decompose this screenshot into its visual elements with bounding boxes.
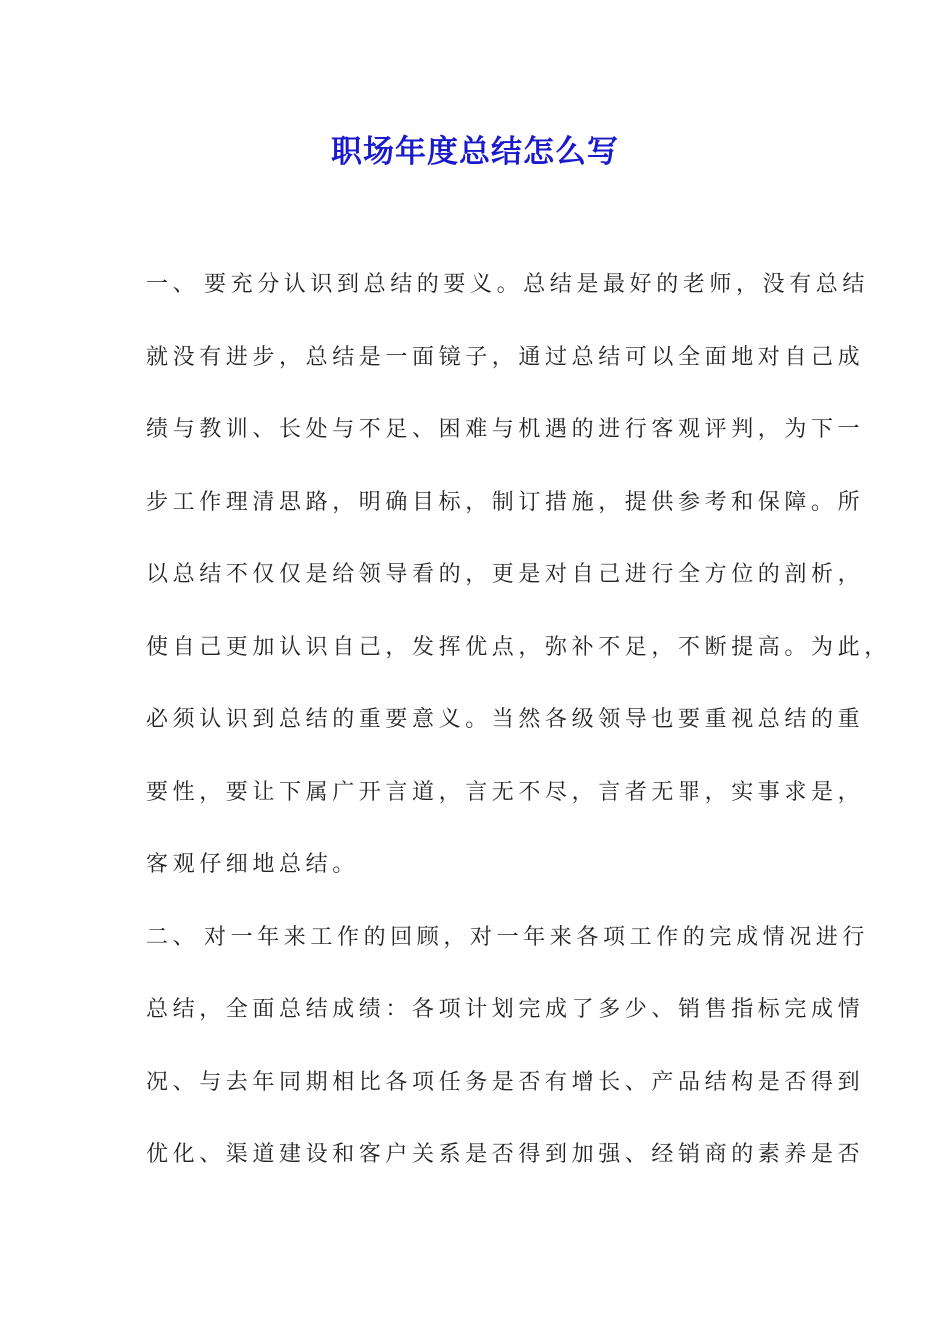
section-marker: 一、: [146, 272, 200, 297]
paragraph-line: 客观仔细地总结。: [146, 852, 359, 877]
section-two: [146, 918, 870, 1208]
line-text: 要充分认识到总结的要义。总结是最好的老师，没有总结: [204, 272, 870, 297]
paragraph-line: 要性，要让下属广开言道，言无不尽，言者无罪，实事求是，: [146, 779, 865, 805]
paragraph-line: 优化、渠道建设和客户关系是否得到加强、经销商的素养是否: [146, 1142, 865, 1167]
paragraph-line: 总结，全面总结成绩：各项计划完成了多少、销售指标完成情: [146, 997, 865, 1022]
paragraph-line: 绩与教训、长处与不足、困难与机遇的进行客观评判，为下一: [146, 417, 865, 442]
paragraph-line: 必须认识到总结的重要意义。当然各级领导也要重视总结的重: [146, 707, 865, 732]
section-one: [146, 265, 891, 918]
paragraph-line: 步工作理清思路，明确目标，制订措施，提供参考和保障。所: [146, 489, 865, 515]
paragraph-line: 况、与去年同期相比各项任务是否有增长、产品结构是否得到: [146, 1069, 865, 1095]
paragraph-line: 使自己更加认识自己，发挥优点，弥补不足，不断提高。为此，: [146, 634, 891, 660]
document-title: 职场年度总结怎么写: [331, 134, 619, 170]
paragraph-line: 以总结不仅仅是给领导看的，更是对自己进行全方位的剖析，: [146, 562, 865, 587]
document-body: [146, 265, 891, 1208]
paragraph-line: [146, 265, 870, 338]
paragraph-line: 就没有进步，总结是一面镜子，通过总结可以全面地对自己成: [146, 344, 865, 370]
paragraph-line: [146, 918, 870, 991]
line-text: 对一年来工作的回顾，对一年来各项工作的完成情况进行: [204, 924, 870, 950]
section-marker: 二、: [146, 924, 200, 950]
